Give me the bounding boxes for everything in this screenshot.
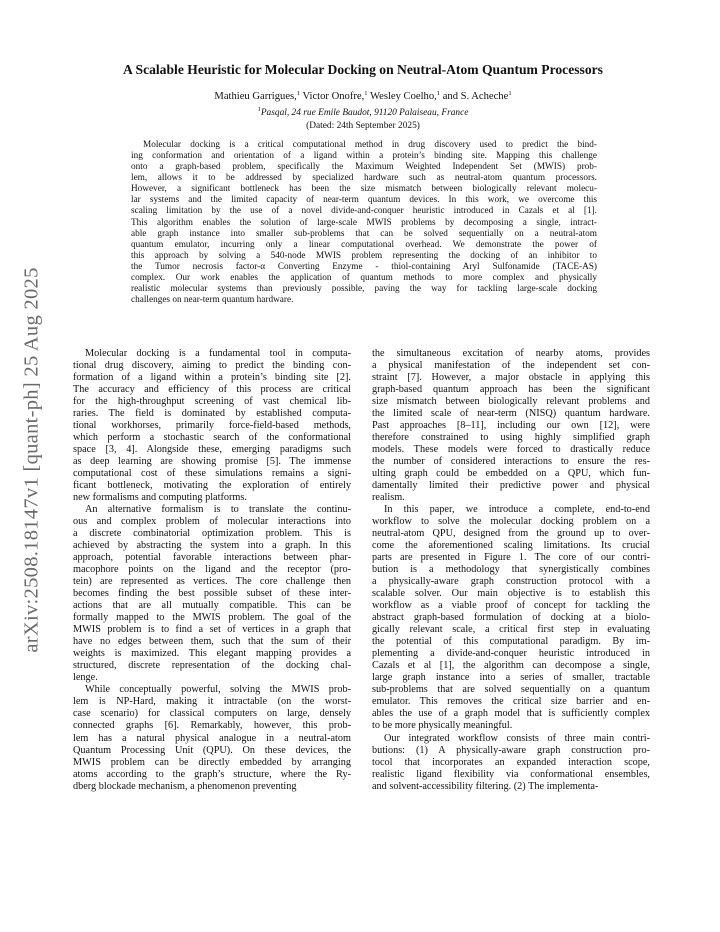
abstract-line: Molecular docking is a critical computational method in drug discovery used to predict the bind-: [143, 140, 597, 150]
abstract-line: able graph instance into smaller sub-problems that can be solved sequentially on a neutral-atom: [131, 228, 597, 239]
author-list: [60, 91, 666, 102]
text-line: new formalisms and computing platforms.: [73, 492, 247, 504]
abstract-line: ing conformation and orientation of a ligand within a protein’s binding site. Mapping this challenge: [131, 151, 597, 162]
author-name: Victor Onofre,: [302, 91, 365, 102]
author-affiliation-mark: 1: [508, 90, 512, 97]
text-line: weights is maximized. This elegant mapping provides a: [73, 648, 351, 660]
text-line: butions: (1) A physically-aware graph construction pro-: [372, 744, 650, 756]
text-line: abstract graph-based formulation of docking at a biolo-: [372, 612, 650, 624]
affiliation-text: Pasqal, 24 rue Emile Baudot, 91120 Palaiseau, France: [260, 108, 469, 118]
text-line: realism.: [372, 492, 405, 504]
text-line: ficant bottleneck, motivating the exploration of entirely: [73, 480, 351, 492]
text-line: An alternative formalism is to translate the continu-: [85, 504, 351, 516]
text-line: large graph instance into a series of smaller, tractable: [372, 672, 650, 684]
paragraph: [372, 504, 650, 732]
abstract-line: the Tumor necrosis factor-α Converting Enzyme - thiol-containing Aryl Sulfonamide (TACE-AS): [131, 261, 597, 272]
text-line: the potential of this computational paradigm. By im-: [372, 636, 650, 648]
text-line: bution is a methodology that synergistically combines: [372, 564, 650, 576]
abstract-line: complex. Our work enables the application of quantum methods to more complex and physically: [131, 272, 597, 283]
text-line: ulting graph could be embedded on a QPU, which fun-: [372, 468, 650, 480]
text-line: a physically-aware graph construction protocol with a: [372, 576, 650, 588]
text-line: macophore points on the ligand and the receptor (pro-: [73, 564, 351, 576]
text-line: have no edges between them, such that the sum of their: [73, 636, 351, 648]
affiliation-mark: 1: [257, 106, 261, 113]
author-name: Mathieu Garrigues,: [214, 91, 297, 102]
paragraph: [73, 348, 351, 504]
text-line: sub-problems that are solved sequentially on a quantum: [372, 684, 650, 696]
arxiv-identifier: [14, 240, 50, 680]
text-line: atoms according to the graph’s structure, where the Ry-: [73, 768, 351, 780]
text-line: Cazals et al [1], the algorithm can decompose a single,: [372, 660, 650, 672]
text-line: tocol that incorporates an expanded interaction scope,: [372, 756, 650, 768]
abstract-line: lar systems and the limited capacity of near-term quantum devices. In this work, we overcome this: [131, 195, 597, 206]
text-line: the limited scale of near-term (NISQ) quantum hardware.: [372, 408, 650, 420]
text-line: which perform a stochastic search of the conformational: [73, 432, 351, 444]
text-line: a discrete combinatorial optimization problem. This is: [73, 528, 351, 540]
paper-title: A Scalable Heuristic for Molecular Docking on Neutral-Atom Quantum Processors: [123, 62, 603, 77]
text-line: as deep learning are showing promise [5]. The immense: [73, 456, 351, 468]
text-line: come the aforementioned scaling limitations. Its crucial: [372, 540, 650, 552]
abstract-line: onto a graph-based problem, specifically the Maximum Weighted Independent Set (MWIS) prob-: [131, 162, 597, 173]
text-line: workflow as a viable proof of concept for tackling the: [372, 600, 650, 612]
text-line: scalable solver. Our main objective is to establish this: [372, 588, 650, 600]
text-line: Our integrated workflow consists of three main contri-: [384, 732, 650, 744]
text-line: tein) are represented as vertices. The core challenge then: [73, 576, 351, 588]
text-line: structured, discrete representation of the docking chal-: [73, 660, 351, 672]
text-line: raries. The field is dominated by established computa-: [73, 408, 351, 420]
text-line: to be more physically meaningful.: [372, 720, 513, 732]
text-line: the number of considered interactions to ensure the res-: [372, 456, 650, 468]
text-line: formally mapped to the MWIS problem. The goal of the: [73, 612, 351, 624]
abstract-line: this approach by solving a 540-node MWIS problem representing the docking of an inhibitor to: [131, 250, 597, 261]
text-line: Quantum Processing Unit (QPU). On these devices, the: [73, 744, 351, 756]
text-line: In this paper, we introduce a complete, end-to-end: [384, 504, 650, 516]
author-affiliation-mark: 1: [296, 90, 301, 97]
text-line: lenge.: [73, 672, 98, 684]
author-name: Wesley Coelho,: [369, 91, 437, 102]
text-line: therefore constrained to using highly simplified graph: [372, 432, 650, 444]
text-line: emulator. This removes the critical size barrier and en-: [372, 696, 650, 708]
paragraph: [372, 733, 650, 793]
author-name: and S. Acheche: [442, 91, 509, 102]
abstract-line: realistic molecular systems than previously possible, paving the way for tackling large-scale docking: [131, 284, 597, 295]
date-line: (Dated: 24th September 2025): [306, 121, 420, 131]
text-line: size mismatch between biologically relevant problems and: [372, 396, 650, 408]
text-line: the simultaneous excitation of nearby atoms, provides: [372, 348, 650, 359]
text-line: lem has a natural physical analogue in a neutral-atom: [73, 732, 351, 744]
body-column-left: [73, 348, 351, 793]
text-line: formation of a ligand within a protein’s binding site [2].: [73, 372, 351, 384]
text-line: models. These models were forced to drastically reduce: [372, 444, 650, 456]
abstract-line: quantum emulator, incurring only a linear computational overhead. We demonstrate the power of: [131, 239, 597, 250]
text-line: for the high-throughput screening of vast chemical lib-: [73, 396, 351, 408]
text-line: ous and complex problem of molecular interactions into: [73, 516, 351, 528]
abstract-line: scaling limitation by the use of a novel divide-and-conquer heuristic introduced in Cazals et al [1].: [131, 206, 597, 217]
affiliation: [60, 108, 666, 118]
text-line: plementing a divide-and-conquer heuristic introduced in: [372, 648, 650, 660]
paragraph: [372, 348, 650, 504]
text-line: workflow to solve the molecular docking problem on a: [372, 516, 650, 528]
text-line: tional drug discovery, aiming to predict the binding con-: [73, 360, 351, 372]
abstract-line: challenges on near-term quantum hardware.: [131, 295, 294, 306]
text-line: approach, potential favorable interactions between phar-: [73, 552, 351, 564]
text-line: case scenario) for classical computers on large, densely: [73, 708, 351, 720]
text-line: damentally limited their predictive power and physical: [372, 480, 650, 492]
text-line: and solvent-accessibility filtering. (2) The implementa-: [372, 780, 599, 792]
text-line: connected graphs [6]. Remarkably, however, this prob-: [73, 720, 351, 732]
text-line: space [3, 4]. Alongside these, emerging paradigms such: [73, 444, 351, 456]
abstract: [131, 140, 597, 306]
author-affiliation-mark: 1: [364, 90, 368, 97]
abstract-line: lem, allows it to be addressed by specialized hardware such as neutral-atom quantum processors.: [131, 173, 597, 184]
abstract-line: This algorithm enables the solution of large-scale MWIS problems by decomposing a single, intract-: [131, 217, 597, 228]
paragraph: [73, 684, 351, 792]
body-column-right: [372, 348, 650, 793]
text-line: gically relevant scale, a critical first step in evaluating: [372, 624, 650, 636]
text-line: realistic ligand flexibility via conformational ensembles,: [372, 768, 650, 780]
text-line: actions that are all mutually compatible. This can be: [73, 600, 351, 612]
text-line: parts are presented in Figure 1. The core of our contri-: [372, 552, 650, 564]
text-line: becomes finding the best possible subset of these inter-: [73, 588, 351, 600]
text-line: ables the use of a graph model that is sufficiently complex: [372, 708, 650, 720]
paragraph: [73, 504, 351, 684]
text-line: MWIS problem can be directly embedded by arranging: [73, 756, 351, 768]
text-line: dberg blockade mechanism, a phenomenon preventing: [73, 780, 297, 792]
text-line: lem is NP-Hard, making it intractable (on the worst-: [73, 696, 351, 708]
text-line: MWIS problem is to find a set of vertices in a graph that: [73, 624, 351, 636]
abstract-line: However, a significant bottleneck has been the size mismatch between biologically relevant molecu-: [131, 184, 597, 195]
text-line: While conceptually powerful, solving the MWIS prob-: [85, 684, 351, 696]
text-line: straint [7]. However, a major obstacle in applying this: [372, 372, 650, 384]
text-line: Molecular docking is a fundamental tool in computa-: [85, 348, 351, 359]
text-line: neutral-atom QPU, designed from the ground up to over-: [372, 528, 650, 540]
text-line: Past approaches [8–11], including our own [12], were: [372, 420, 650, 432]
text-line: achieved by abstracting the system into a graph. In this: [73, 540, 351, 552]
text-line: tional workhorses, primarily force-field-based methods,: [73, 420, 351, 432]
arxiv-identifier-text: arXiv:2508.18147v1 [quant-ph] 25 Aug 2025: [20, 267, 43, 653]
text-line: a physical manifestation of the independent set con-: [372, 360, 650, 372]
text-line: computational cost of these simulations remains a signi-: [73, 468, 351, 480]
text-line: The accuracy and efficiency of this process are critical: [73, 384, 351, 396]
text-line: graph-based quantum approach has been the significant: [372, 384, 650, 396]
author-affiliation-mark: 1: [436, 90, 441, 97]
